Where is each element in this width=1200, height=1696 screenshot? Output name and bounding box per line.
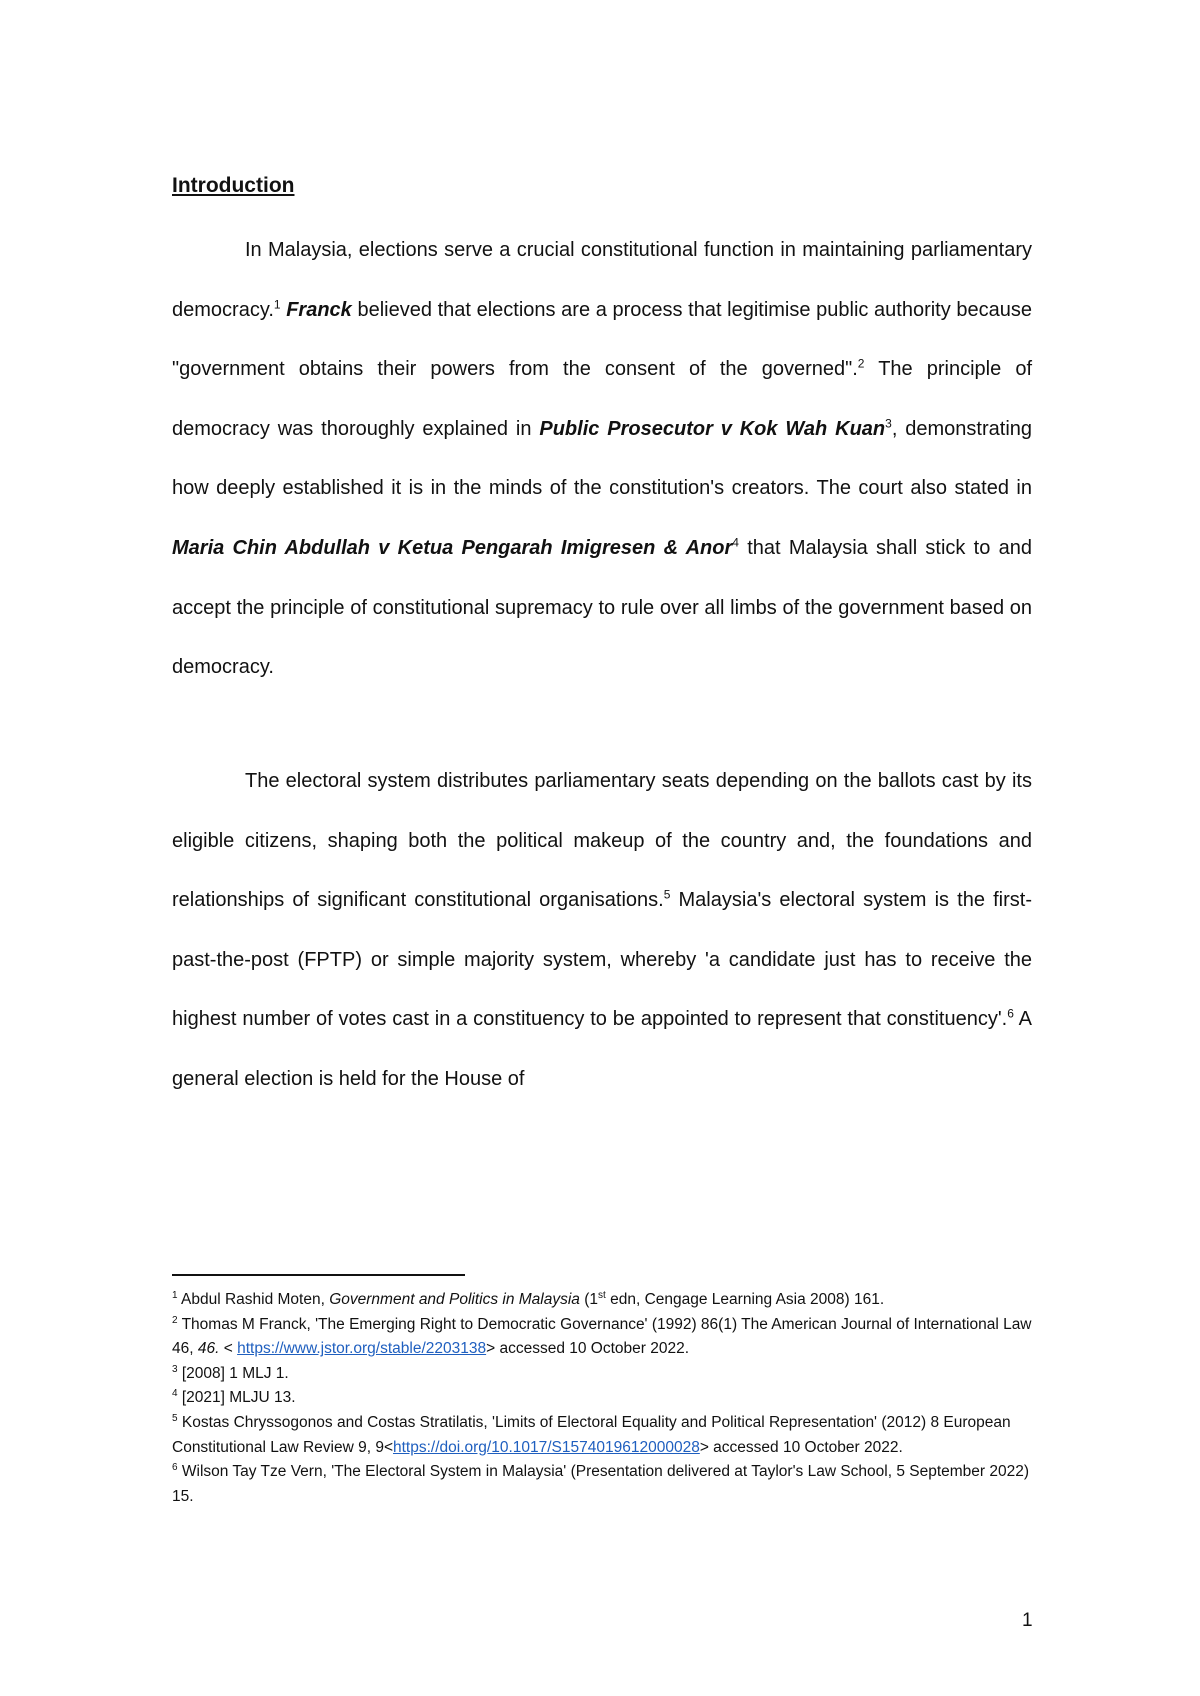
footnote-text: <	[219, 1340, 238, 1358]
footnote-ref-4[interactable]: 4	[732, 535, 739, 550]
footnote-4	[172, 1386, 1032, 1411]
p1-sentence-1: In Malaysia, elections serve a crucial constitutional function in maintaining parliamentary democracy.	[172, 239, 1032, 321]
footnote-text: [2008] 1 MLJ 1.	[181, 1364, 289, 1382]
footnote-text: > accessed 10 October 2022.	[699, 1438, 903, 1456]
footnote-text: Thomas M Franck, 'The Emerging Right to Democratic Governance' (1992) 86(1) The American Journal of International Law 46,	[172, 1315, 1032, 1358]
book-title: Government and Politics in Malaysia	[329, 1291, 580, 1308]
footnote-5	[172, 1411, 1032, 1460]
p2-sentence-3: A general election is held for the House of	[172, 1008, 1032, 1090]
footnote-number: 6	[172, 1462, 178, 1473]
case-name-maria-chin: Maria Chin Abdullah v Ketua Pengarah Imigresen & Anor	[172, 536, 733, 559]
footnote-text: Abdul Rashid Moten,	[181, 1291, 330, 1308]
footnote-3	[172, 1362, 1032, 1387]
pinpoint: 46.	[197, 1340, 220, 1358]
ordinal-suffix: st	[598, 1289, 606, 1301]
p1-sentence-2: believed that elections are a process that legitimise public authority because "government obtains their powers from the consent of the governed".	[172, 298, 1032, 381]
footnote-separator	[172, 1274, 465, 1276]
case-name-kok-wah-kuan: Public Prosecutor v Kok Wah Kuan	[539, 417, 886, 440]
footnote-number: 2	[172, 1314, 178, 1326]
paragraph-introduction	[172, 221, 1032, 698]
footnote-number: 5	[172, 1412, 178, 1424]
footnote-2	[172, 1313, 1032, 1362]
footnote-ref-5[interactable]: 5	[663, 887, 671, 902]
footnote-1	[172, 1288, 1032, 1313]
footnote-text: edn, Cengage Learning Asia 2008) 161.	[605, 1291, 885, 1308]
doi-link[interactable]: https://doi.org/10.1017/S1574019612000028	[393, 1438, 700, 1456]
footnote-number: 3	[172, 1363, 178, 1375]
section-heading: Introduction	[172, 174, 295, 197]
footnote-text: Wilson Tay Tze Vern, 'The Electoral System in Malaysia' (Presentation delivered at Taylor's Law School, 5 September 2022) 15.	[172, 1463, 1030, 1505]
author-franck: Franck	[286, 298, 352, 321]
footnote-ref-2[interactable]: 2	[857, 356, 865, 371]
p2-sentence-1: The electoral system distributes parliamentary seats depending on the ballots cast by its eligible citizens, shaping both the political makeup of the country and, the foundations and relationships of significant constitutional organisations.	[172, 770, 1032, 912]
p1-sentence-5: that Malaysia shall stick to and accept the principle of constitutional supremacy to rule over all limbs of the government based on democracy.	[172, 536, 1032, 679]
footnote-text: [2021] MLJU 13.	[181, 1389, 296, 1407]
paragraph-electoral-system	[172, 752, 1032, 1110]
jstor-link[interactable]: https://www.jstor.org/stable/2203138	[237, 1340, 487, 1358]
footnotes	[172, 1288, 1032, 1509]
p1-sentence-4: , demonstrating how deeply established it is in the minds of the constitution's creators. The court also stated in	[172, 417, 1033, 500]
footnote-number: 4	[172, 1388, 178, 1400]
page-number: 1	[1022, 1610, 1033, 1631]
footnote-text: Kostas Chryssogonos and Costas Stratilatis, 'Limits of Electoral Equality and Political Representation' (2012) 8 European Constitutional Law Review 9, 9<	[172, 1413, 1011, 1456]
footnote-number: 1	[172, 1289, 178, 1301]
footnote-ref-3[interactable]: 3	[885, 416, 892, 431]
footnote-text: > accessed 10 October 2022.	[486, 1340, 690, 1358]
footnote-text: (1	[579, 1291, 599, 1308]
p1-sentence-3: The principle of democracy was thoroughly explained in	[172, 358, 1033, 440]
p2-sentence-2: Malaysia's electoral system is the first-past-the-post (FPTP) or simple majority system, whereby 'a candidate just has to receive the highest number of votes cast in a constituency to be appointed to represent that constituency'.	[172, 889, 1032, 1031]
footnote-6	[172, 1460, 1032, 1509]
footnote-ref-6[interactable]: 6	[1007, 1006, 1014, 1021]
footnote-ref-1[interactable]: 1	[273, 296, 281, 311]
